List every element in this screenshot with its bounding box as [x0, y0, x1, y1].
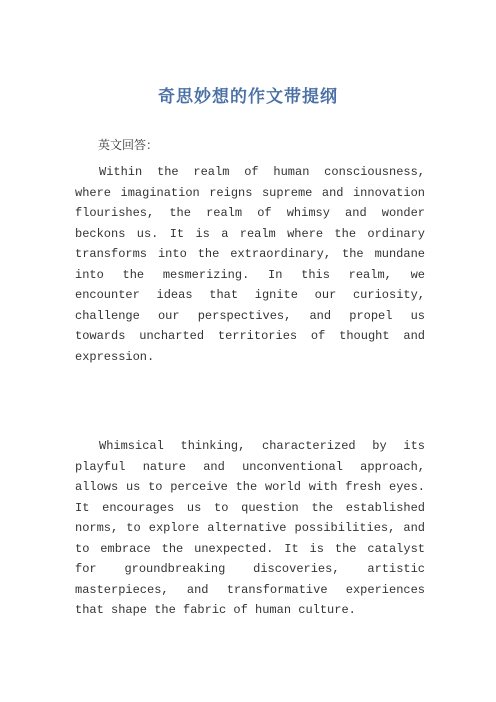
section-subheading: 英文回答： — [98, 138, 159, 152]
document-title: 奇思妙想的作文带提纲 — [158, 87, 338, 107]
body-paragraph-1: Within the realm of human consciousness, where imagination reigns supreme and innovation flourishes, the realm of whimsy and wonder beckons us. It is a realm where the ordinary transforms into the extraordinary, the mundane into the mesmerizing. In this realm, we encounter ideas that ignite our curiosity, challenge our perspectives, and propel us towards uncharted territories of thought and expression. — [75, 165, 425, 364]
body-paragraph-2: Whimsical thinking, characterized by its playful nature and unconventional approach, allows us to perceive the world with fresh eyes. It encourages us to question the established norms, to explore alternative possibilities, and to embrace the unexpected. It is the catalyst for groundbreaking discoveries, artistic masterpieces, and transformative experiences that shape the fabric of human culture. — [75, 439, 425, 617]
